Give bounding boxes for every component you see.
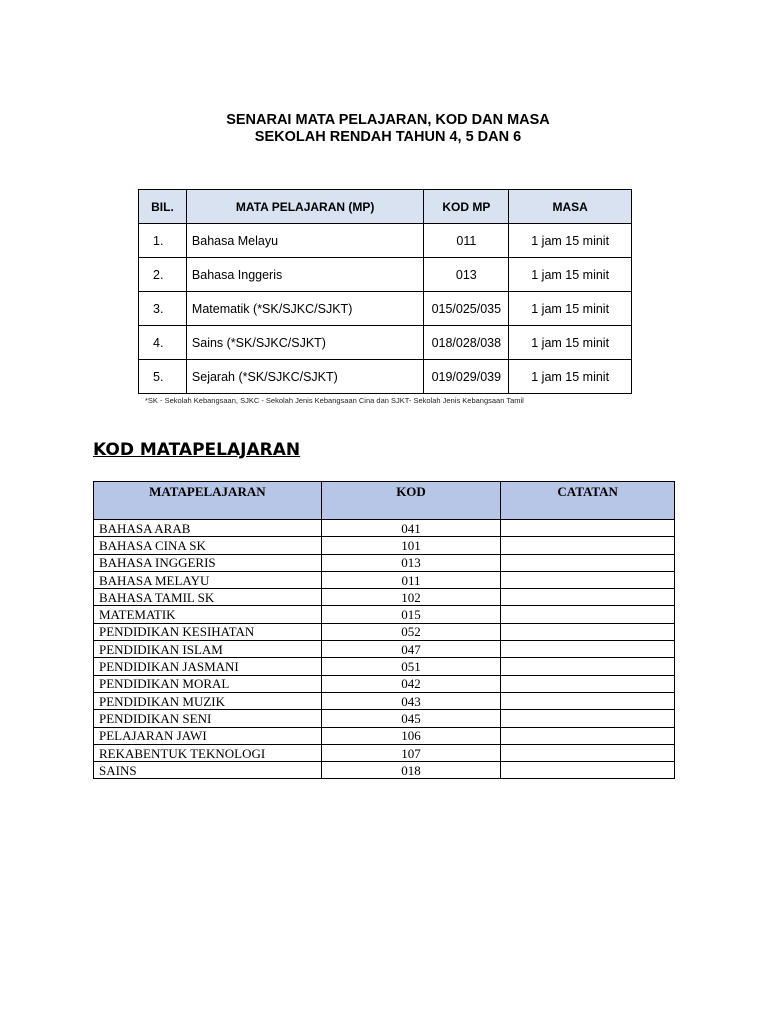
subject-name: Sejarah (*SK/SJKC/SJKT) xyxy=(186,360,423,394)
notes-cell xyxy=(501,554,675,571)
table-header-row xyxy=(139,190,632,224)
subject-code: 011 xyxy=(424,224,509,258)
subject-code: 102 xyxy=(321,589,501,606)
notes-cell xyxy=(501,710,675,727)
subject-code: 045 xyxy=(321,710,501,727)
notes-cell xyxy=(501,537,675,554)
subject-name: PENDIDIKAN KESIHATAN xyxy=(94,623,322,640)
subject-duration: 1 jam 15 minit xyxy=(509,224,632,258)
table-row xyxy=(94,537,675,554)
subject-name: Sains (*SK/SJKC/SJKT) xyxy=(186,326,423,360)
subject-code: 018 xyxy=(321,762,501,779)
subject-code: 107 xyxy=(321,744,501,761)
row-number: 2. xyxy=(139,258,187,292)
subject-code-table xyxy=(93,481,675,779)
table-row xyxy=(139,258,632,292)
table-row xyxy=(94,554,675,571)
table-row xyxy=(94,744,675,761)
subject-time-table xyxy=(138,189,632,394)
subject-code: 018/028/038 xyxy=(424,326,509,360)
subject-duration: 1 jam 15 minit xyxy=(509,326,632,360)
title-line-2: SEKOLAH RENDAH TAHUN 4, 5 DAN 6 xyxy=(254,129,522,145)
subject-name: PELAJARAN JAWI xyxy=(94,727,322,744)
table-row xyxy=(139,292,632,326)
subject-code: 011 xyxy=(321,571,501,588)
table-row xyxy=(94,710,675,727)
table-row xyxy=(94,589,675,606)
table-row xyxy=(94,520,675,537)
notes-cell xyxy=(501,727,675,744)
table-row xyxy=(139,360,632,394)
subject-name: BAHASA ARAB xyxy=(94,520,322,537)
header-bil: BIL. xyxy=(139,190,187,224)
subject-duration: 1 jam 15 minit xyxy=(509,258,632,292)
title-line-1: SENARAI MATA PELAJARAN, KOD DAN MASA xyxy=(226,112,550,128)
notes-cell xyxy=(501,589,675,606)
notes-cell xyxy=(501,658,675,675)
subject-name: Bahasa Inggeris xyxy=(186,258,423,292)
subject-name: PENDIDIKAN JASMANI xyxy=(94,658,322,675)
table-row xyxy=(139,326,632,360)
subject-name: MATEMATIK xyxy=(94,606,322,623)
subject-code: 042 xyxy=(321,675,501,692)
notes-cell xyxy=(501,606,675,623)
subject-code: 041 xyxy=(321,520,501,537)
notes-cell xyxy=(501,675,675,692)
subject-code: 013 xyxy=(321,554,501,571)
notes-cell xyxy=(501,571,675,588)
table-row xyxy=(94,692,675,709)
subject-code: 047 xyxy=(321,641,501,658)
subject-code: 019/029/039 xyxy=(424,360,509,394)
table-row xyxy=(139,224,632,258)
subject-code: 101 xyxy=(321,537,501,554)
table-row xyxy=(94,623,675,640)
notes-cell xyxy=(501,641,675,658)
header-kod: KOD xyxy=(321,482,501,520)
subject-code: 013 xyxy=(424,258,509,292)
table-row xyxy=(94,658,675,675)
table-footnote: *SK - Sekolah Kebangsaan, SJKC - Sekolah Jenis Kebangsaan Cina dan SJKT- Sekolah Jenis Kebangsaan Tamil xyxy=(145,396,524,405)
notes-cell xyxy=(501,744,675,761)
subject-name: BAHASA CINA SK xyxy=(94,537,322,554)
section-heading: KOD MATAPELAJARAN xyxy=(93,440,301,460)
header-masa: MASA xyxy=(509,190,632,224)
subject-code: 043 xyxy=(321,692,501,709)
subject-duration: 1 jam 15 minit xyxy=(509,292,632,326)
subject-name: SAINS xyxy=(94,762,322,779)
subject-name: Bahasa Melayu xyxy=(186,224,423,258)
header-catatan: CATATAN xyxy=(501,482,675,520)
subject-code: 052 xyxy=(321,623,501,640)
subject-name: BAHASA TAMIL SK xyxy=(94,589,322,606)
row-number: 1. xyxy=(139,224,187,258)
table-row xyxy=(94,571,675,588)
subject-code: 015/025/035 xyxy=(424,292,509,326)
subject-code: 051 xyxy=(321,658,501,675)
subject-name: REKABENTUK TEKNOLOGI xyxy=(94,744,322,761)
table-row xyxy=(94,606,675,623)
header-mata-pelajaran: MATA PELAJARAN (MP) xyxy=(186,190,423,224)
notes-cell xyxy=(501,692,675,709)
header-kod-mp: KOD MP xyxy=(424,190,509,224)
subject-name: Matematik (*SK/SJKC/SJKT) xyxy=(186,292,423,326)
notes-cell xyxy=(501,623,675,640)
notes-cell xyxy=(501,520,675,537)
subject-name: PENDIDIKAN MORAL xyxy=(94,675,322,692)
subject-name: PENDIDIKAN SENI xyxy=(94,710,322,727)
table-row xyxy=(94,641,675,658)
table-row xyxy=(94,762,675,779)
subject-duration: 1 jam 15 minit xyxy=(509,360,632,394)
row-number: 5. xyxy=(139,360,187,394)
subject-code: 015 xyxy=(321,606,501,623)
row-number: 4. xyxy=(139,326,187,360)
document-title xyxy=(0,112,768,146)
subject-name: PENDIDIKAN ISLAM xyxy=(94,641,322,658)
notes-cell xyxy=(501,762,675,779)
subject-name: PENDIDIKAN MUZIK xyxy=(94,692,322,709)
subject-name: BAHASA MELAYU xyxy=(94,571,322,588)
table-header-row xyxy=(94,482,675,520)
subject-code: 106 xyxy=(321,727,501,744)
table-row xyxy=(94,727,675,744)
subject-name: BAHASA INGGERIS xyxy=(94,554,322,571)
table-row xyxy=(94,675,675,692)
header-matapelajaran: MATAPELAJARAN xyxy=(94,482,322,520)
row-number: 3. xyxy=(139,292,187,326)
